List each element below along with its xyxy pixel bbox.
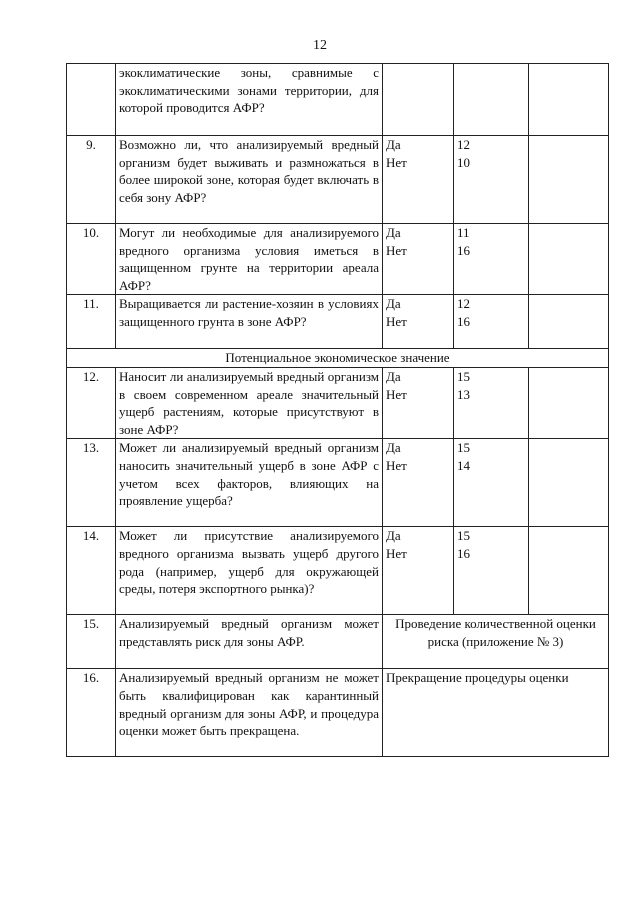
answer-cell <box>383 527 454 615</box>
question-text: экоклиматические зоны, сравнимые с экоклиматическими зонами территории, для которой проводится АФР? <box>116 64 383 136</box>
row-number: 10. <box>67 224 116 295</box>
answer-cell <box>383 224 454 295</box>
table-row <box>67 224 609 295</box>
row-number: 15. <box>67 615 116 669</box>
goto-yes: 12 <box>457 137 470 152</box>
answer-no: Нет <box>386 386 407 402</box>
table-row <box>67 367 609 438</box>
assessment-table <box>66 63 609 757</box>
question-text: Может ли присутствие анализируемого вредного организма вызвать ущерб другого рода (например, ущерб для окружающей среды, потеря экспортного рынка)? <box>116 527 383 615</box>
answer-yes: Да <box>386 137 401 152</box>
row-number <box>67 64 116 136</box>
question-text: Анализируемый вредный организм не может быть квалифицирован как карантинный вредный организм для зоны АФР, и процедура оценки может быть прекращена. <box>116 669 383 757</box>
answer-cell <box>383 367 454 438</box>
answer-yes: Да <box>386 296 401 312</box>
answer-cell <box>383 64 454 136</box>
answer-no: Нет <box>386 154 407 170</box>
row-number: 11. <box>67 295 116 349</box>
answer-yes: Да <box>386 368 401 384</box>
question-text: Может ли анализируемый вредный организм наносить значительный ущерб в зоне АФР с учетом всех факторов, влияющих на проявление ущерба? <box>116 439 383 527</box>
goto-cell <box>454 224 529 295</box>
page-number: 12 <box>313 38 327 53</box>
goto-cell <box>454 64 529 136</box>
answer-no: Нет <box>386 242 407 258</box>
question-text: Могут ли необходимые для анализируемого вредного организма условия иметься в защищенном грунте на территории ареала АФР? <box>116 224 383 295</box>
table-row <box>67 136 609 224</box>
goto-yes: 15 <box>457 368 470 384</box>
question-text: Возможно ли, что анализируемый вредный организм будет выживать и размножаться в более широкой зоне, которая будет включать в себя зону АФР? <box>116 136 383 224</box>
outcome-text: Проведение количественной оценки риска (приложение № 3) <box>383 615 609 669</box>
question-text: Наносит ли анализируемый вредный организм в своем современном ареале значительный ущерб растениям, которые присутствуют в зоне АФР? <box>116 367 383 438</box>
table-row <box>67 439 609 527</box>
empty-cell <box>529 295 609 349</box>
goto-yes: 12 <box>457 296 470 312</box>
table-row <box>67 295 609 349</box>
goto-cell <box>454 367 529 438</box>
question-text: Анализируемый вредный организм может представлять риск для зоны АФР. <box>116 615 383 669</box>
goto-cell <box>454 439 529 527</box>
section-title: Потенциальное экономическое значение <box>67 349 609 368</box>
goto-no: 16 <box>457 242 470 258</box>
table-row <box>67 527 609 615</box>
goto-cell <box>454 527 529 615</box>
goto-no: 16 <box>457 313 470 329</box>
row-number: 14. <box>67 527 116 615</box>
row-number: 9. <box>67 136 116 224</box>
row-number: 12. <box>67 367 116 438</box>
answer-no: Нет <box>386 313 407 329</box>
empty-cell <box>529 527 609 615</box>
empty-cell <box>529 64 609 136</box>
row-number: 16. <box>67 669 116 757</box>
goto-yes: 15 <box>457 528 470 544</box>
goto-no: 16 <box>457 545 470 561</box>
table-row <box>67 64 609 136</box>
answer-cell <box>383 136 454 224</box>
answer-yes: Да <box>386 528 401 544</box>
question-text: Выращивается ли растение-хозяин в условиях защищенного грунта в зоне АФР? <box>116 295 383 349</box>
goto-cell <box>454 136 529 224</box>
table-row <box>67 669 609 757</box>
answer-no: Нет <box>386 457 407 473</box>
goto-no: 14 <box>457 457 470 473</box>
section-header-row <box>67 349 609 368</box>
goto-yes: 15 <box>457 440 470 456</box>
goto-no: 10 <box>457 154 470 170</box>
goto-no: 13 <box>457 386 470 402</box>
answer-no: Нет <box>386 545 407 561</box>
outcome-text: Прекращение процедуры оценки <box>383 669 609 757</box>
goto-yes: 11 <box>457 225 470 240</box>
answer-cell <box>383 439 454 527</box>
empty-cell <box>529 439 609 527</box>
empty-cell <box>529 136 609 224</box>
empty-cell <box>529 367 609 438</box>
table-row <box>67 615 609 669</box>
empty-cell <box>529 224 609 295</box>
answer-yes: Да <box>386 225 401 240</box>
goto-cell <box>454 295 529 349</box>
answer-yes: Да <box>386 440 401 456</box>
answer-cell <box>383 295 454 349</box>
row-number: 13. <box>67 439 116 527</box>
